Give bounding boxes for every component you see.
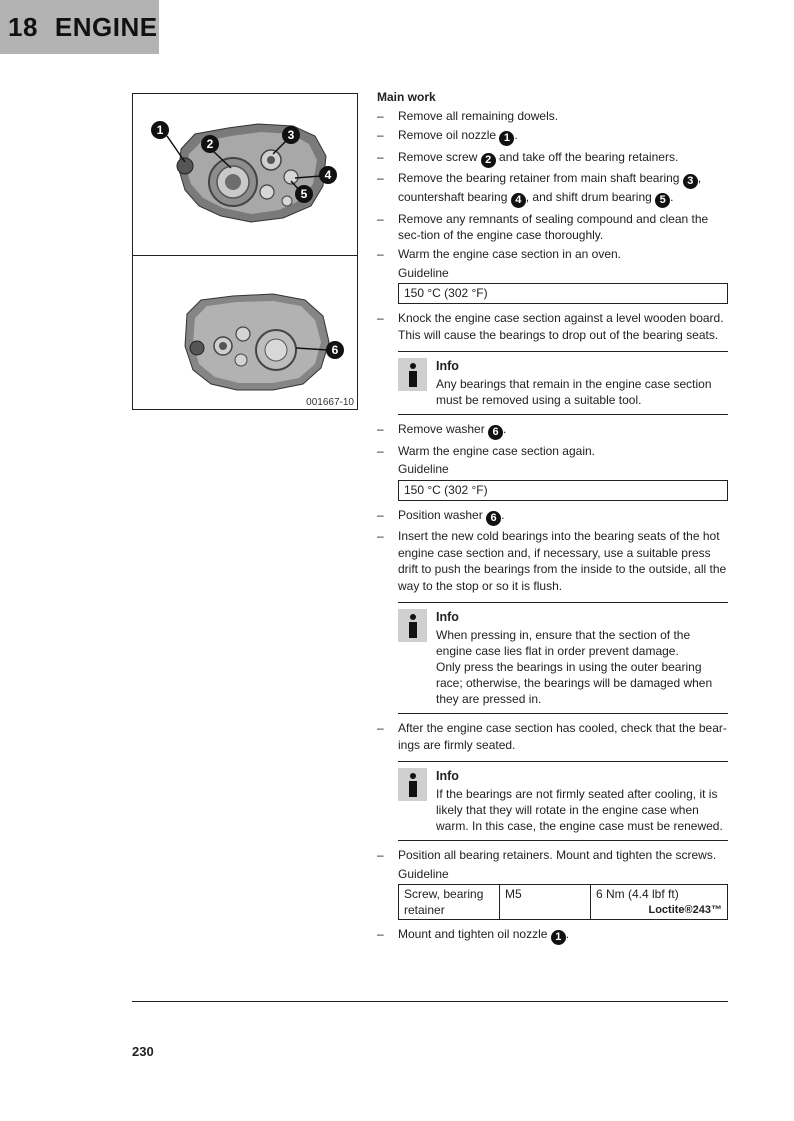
info-title: Info (436, 359, 459, 373)
info-box (398, 351, 728, 415)
chapter-tab (0, 0, 159, 54)
section-heading: Main work (377, 90, 436, 104)
engine-case-top-image (151, 121, 337, 222)
engine-case-illustration (133, 94, 359, 411)
callout-badge: 1 (499, 131, 514, 146)
info-text: Any bearings that remain in the engine case section must be removed using a suitable tool. (436, 377, 712, 407)
step: – Remove screw 2 and take off the bearing retainers. (377, 149, 679, 166)
torque-value: 6 Nm (4.4 lbf ft) (596, 887, 679, 901)
callout-badge: 6 (486, 511, 501, 526)
step: – After the engine case section has cooled, check that the bear-ings are firmly seated. (377, 721, 727, 752)
info-text: If the bearings are not firmly seated after cooling, it is likely that they will rotate in the engine case when warm. In this case, the engine case must be renewed. (436, 787, 723, 833)
guideline-label: Guideline (398, 462, 449, 476)
step: – Knock the engine case section against a level wooden board. This will cause the bearings to drop out of the bearing seats. (377, 311, 724, 342)
callout-1: 1 (156, 123, 164, 137)
figure-divider (133, 255, 357, 256)
chapter-title: ENGINE (54, 11, 158, 42)
callout-badge: 6 (488, 425, 503, 440)
temperature-spec: 150 °C (302 °F) (398, 283, 728, 304)
info-icon (398, 768, 427, 801)
step: – Insert the new cold bearings into the bearing seats of the hot engine case section and, if necessary, use a suitable press drift to push the bearings from the inside to the outside, all the way to the stop or so it is flush. (377, 529, 727, 593)
figure-code: 001667-10 (306, 397, 354, 408)
chapter-number: 18 (8, 11, 38, 42)
guideline-label: Guideline (398, 866, 449, 881)
callout-badge: 4 (511, 193, 526, 208)
step: – Warm the engine case section again. (377, 443, 595, 458)
info-icon (398, 358, 427, 391)
callout-5: 5 (300, 187, 308, 201)
info-text: Only press the bearings in using the outer bearing race; otherwise, the bearings will be damaged when they are pressed in. (436, 660, 713, 706)
step: – Position all bearing retainers. Mount and tighten the screws. (377, 848, 717, 862)
footer-rule (132, 1001, 728, 1002)
guideline-label: Guideline (398, 265, 449, 280)
callout-badge: 1 (551, 930, 566, 945)
step: – Remove any remnants of sealing compound and clean the sec-tion of the engine case thoroughly. (377, 211, 709, 242)
step: – Remove the bearing retainer from main shaft bearing 3 , countershaft bearing 4 , and shift drum bearing 5 . (377, 171, 702, 206)
torque-cell (591, 885, 728, 920)
callout-4: 4 (324, 168, 332, 182)
callout-badge: 5 (655, 193, 670, 208)
callout-6: 6 (331, 343, 339, 357)
component-cell: Screw, bearing retainer (399, 885, 500, 920)
thread-locker: Loctite®243™ (648, 904, 722, 916)
temperature-spec: 150 °C (302 °F) (398, 480, 728, 501)
step: – Warm the engine case section in an oven. (377, 247, 622, 261)
page-number: 230 (132, 1044, 154, 1059)
thread-cell: M5 (500, 885, 591, 920)
engine-case-bottom-image (185, 294, 344, 390)
step: – Remove washer 6 . (377, 422, 507, 438)
info-title: Info (436, 769, 459, 783)
info-title: Info (436, 610, 459, 624)
figure-box (132, 93, 358, 410)
step: – Position washer 6 . (377, 507, 505, 524)
step: – Mount and tighten oil nozzle 1 . (377, 927, 570, 943)
info-text: When pressing in, ensure that the section of the engine case lies flat in order prevent damage. (436, 628, 691, 658)
procedure-content (377, 89, 728, 945)
callout-3: 3 (287, 128, 295, 142)
callout-2: 2 (206, 137, 214, 151)
torque-table (398, 884, 728, 920)
step: – Remove oil nozzle 1 . (377, 128, 518, 144)
info-box (398, 761, 728, 841)
info-icon (398, 609, 427, 642)
step: – Remove all remaining dowels. (377, 109, 559, 123)
table-row (399, 885, 728, 920)
callout-badge: 3 (683, 174, 698, 189)
info-box (398, 602, 728, 714)
callout-badge: 2 (481, 153, 496, 168)
